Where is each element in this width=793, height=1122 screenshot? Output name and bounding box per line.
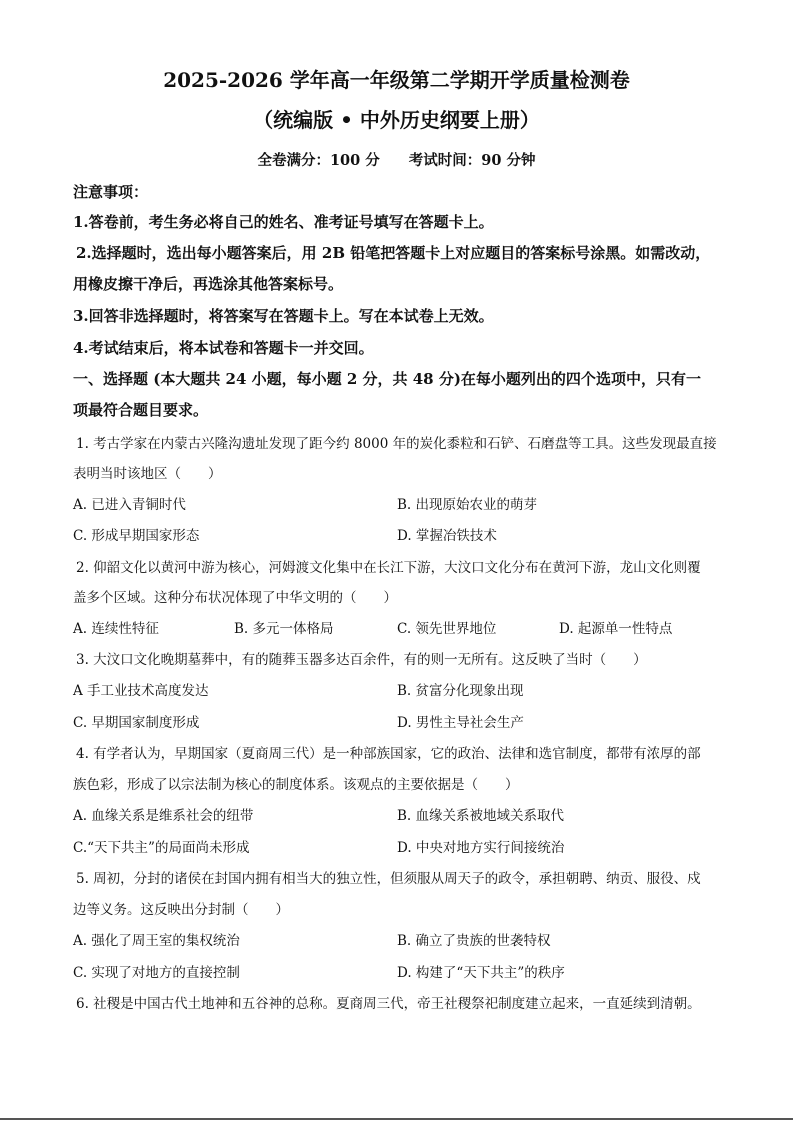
question-4-stem-line1: 4. 有学者认为，早期国家（夏商周三代）是一种部族国家，它的政治、法律和选官制度，都带有浓厚的部	[76, 746, 701, 762]
section-heading-line1: 一、选择题 (本大题共 24 小题，每小题 2 分，共 48 分)在每小题列出的四个选项中，只有一	[73, 370, 701, 388]
note-item-2-cont: 用橡皮擦干净后，再选涂其他答案标号。	[73, 275, 344, 293]
question-4-option-a: A. 血缘关系是维系社会的纽带	[73, 808, 254, 824]
question-3-stem-line1: 3. 大汶口文化晚期墓葬中，有的随葬玉器多达百余件，有的则一无所有。这反映了当时（ ）	[76, 652, 647, 668]
question-1-option-b: B. 出现原始农业的萌芽	[397, 497, 538, 513]
question-3-option-b: B. 贫富分化现象出现	[397, 683, 524, 699]
note-item-4: 4.考试结束后，将本试卷和答题卡一并交回。	[73, 339, 374, 357]
question-2-option-b: B. 多元一体格局	[234, 621, 334, 637]
page-bottom-rule	[0, 1118, 793, 1120]
question-5-option-d: D. 构建了“天下共主”的秩序	[397, 965, 565, 981]
note-item-3: 3.回答非选择题时，将答案写在答题卡上。写在本试卷上无效。	[73, 307, 494, 325]
question-3-option-a: A 手工业技术高度发达	[73, 683, 209, 699]
question-5-option-c: C. 实现了对地方的直接控制	[73, 965, 240, 981]
section-heading-line2: 项最符合题目要求。	[73, 401, 209, 419]
exam-subtitle: （统编版 • 中外历史纲要上册）	[253, 108, 540, 132]
question-2-stem-line2: 盖多个区域。这种分布状况体现了中华文明的（ ）	[73, 590, 397, 606]
question-4-option-c: C.“天下共主”的局面尚未形成	[73, 840, 250, 856]
question-1-option-c: C. 形成早期国家形态	[73, 528, 200, 544]
question-4-stem-line2: 族色彩，形成了以宗法制为核心的制度体系。该观点的主要依据是（ ）	[73, 777, 519, 793]
notes-heading: 注意事项：	[73, 183, 149, 201]
question-3-option-d: D. 男性主导社会生产	[397, 715, 524, 731]
question-1-option-d: D. 掌握冶铁技术	[397, 528, 497, 544]
note-item-1: 1.答卷前，考生务必将自己的姓名、准考证号填写在答题卡上。	[73, 213, 494, 231]
question-4-option-d: D. 中央对地方实行间接统治	[397, 840, 565, 856]
question-5-option-a: A. 强化了周王室的集权统治	[73, 933, 240, 949]
question-6-stem-line1: 6. 社稷是中国古代土地神和五谷神的总称。夏商周三代，帝王社稷祭祀制度建立起来，一直延续到清朝。	[76, 996, 701, 1012]
question-5-option-b: B. 确立了贵族的世袭特权	[397, 933, 551, 949]
note-item-2: 2.选择题时，选出每小题答案后，用 2B 铅笔把答题卡上对应题目的答案标号涂黑。如需改动，	[76, 244, 711, 262]
question-2-option-c: C. 领先世界地位	[397, 621, 497, 637]
question-5-stem-line1: 5. 周初，分封的诸侯在封国内拥有相当大的独立性，但须服从周天子的政令，承担朝聘、纳贡、服役、戍	[76, 871, 701, 887]
question-2-option-d: D. 起源单一性特点	[559, 621, 673, 637]
question-3-option-c: C. 早期国家制度形成	[73, 715, 200, 731]
question-1-option-a: A. 已进入青铜时代	[73, 497, 186, 513]
question-1-stem-line2: 表明当时该地区（ ）	[73, 466, 222, 482]
score-time-info: 全卷满分：100 分 考试时间：90 分钟	[257, 152, 536, 169]
exam-title: 2025-2026 学年高一年级第二学期开学质量检测卷	[163, 68, 630, 92]
question-2-stem-line1: 2. 仰韶文化以黄河中游为核心，河姆渡文化集中在长江下游，大汶口文化分布在黄河下游，龙山文化则覆	[76, 560, 701, 576]
question-4-option-b: B. 血缘关系被地域关系取代	[397, 808, 565, 824]
question-1-stem-line1: 1. 考古学家在内蒙古兴隆沟遗址发现了距今约 8000 年的炭化黍粒和石铲、石磨盘等工具。这些发现最直接	[76, 436, 717, 452]
question-5-stem-line2: 边等义务。这反映出分封制（ ）	[73, 902, 289, 918]
question-2-option-a: A. 连续性特征	[73, 621, 159, 637]
